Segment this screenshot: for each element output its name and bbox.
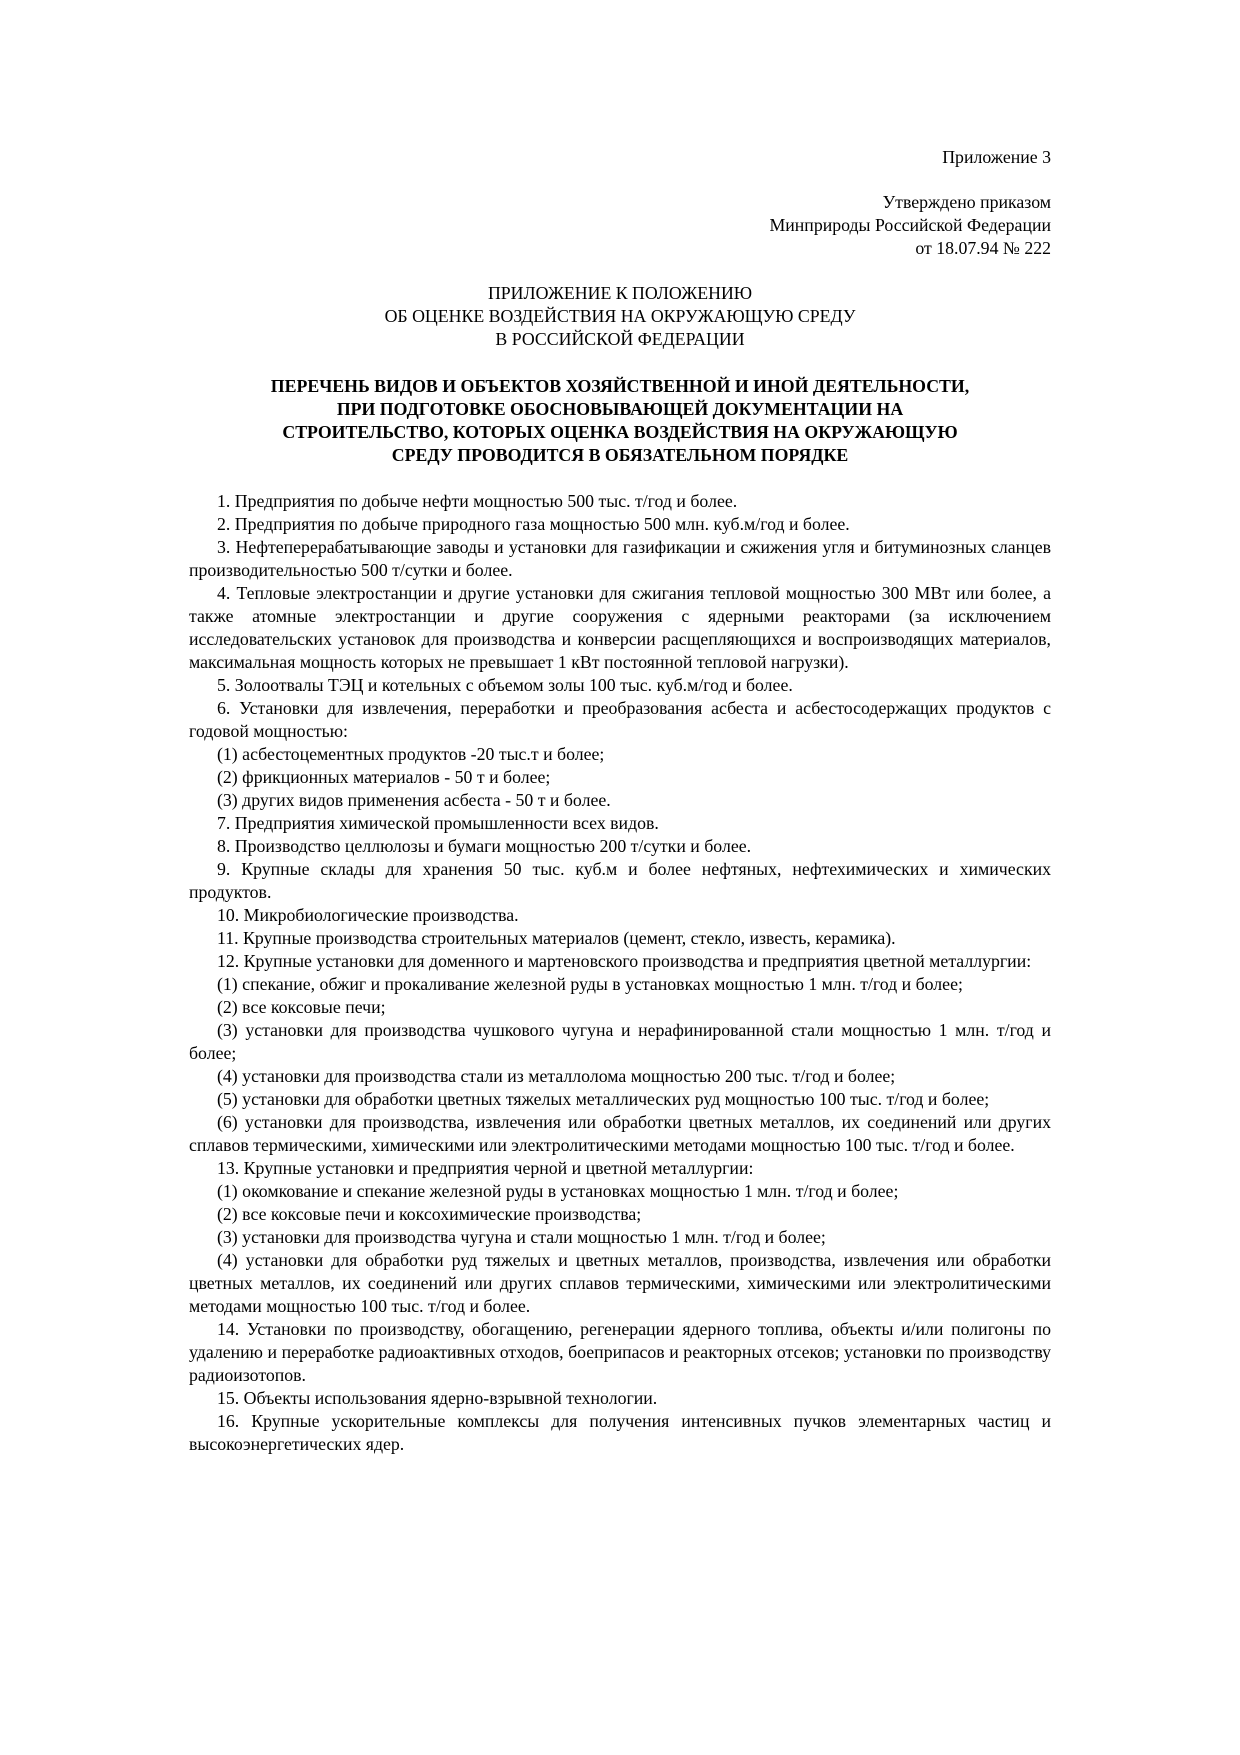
document-title: [189, 375, 1051, 467]
list-item: 13. Крупные установки и предприятия черной и цветной металлургии:: [217, 1158, 754, 1178]
list-item: 6. Установки для извлечения, переработки и преобразования асбеста и асбестосодержащих продуктов с годовой мощностью:: [189, 698, 1051, 741]
list-item: (2) все коксовые печи;: [217, 997, 386, 1017]
list-item: (4) установки для производства стали из металлолома мощностью 200 тыс. т/год и более;: [217, 1066, 896, 1086]
list-item: 8. Производство целлюлозы и бумаги мощностью 200 т/сутки и более.: [217, 836, 752, 856]
list-item: 11. Крупные производства строительных материалов (цемент, стекло, известь, керамика).: [217, 928, 896, 948]
title-line: СТРОИТЕЛЬСТВО, КОТОРЫХ ОЦЕНКА ВОЗДЕЙСТВИЯ НА ОКРУЖАЮЩУЮ: [282, 422, 958, 442]
approval-line: Утверждено приказом: [882, 192, 1051, 212]
list-item: (6) установки для производства, извлечения или обработки цветных металлов, их соединений или других сплавов термическими, химическими или электролитическими методами мощностью 100 тыс. т/год и более.: [189, 1112, 1051, 1155]
approval-line: от 18.07.94 № 222: [915, 238, 1051, 258]
list-item: 7. Предприятия химической промышленности всех видов.: [217, 813, 659, 833]
list-item: (3) установки для производства чугуна и стали мощностью 1 млн. т/год и более;: [217, 1227, 826, 1247]
approval-block: [189, 191, 1051, 260]
list-item: (4) установки для обработки руд тяжелых и цветных металлов, производства, извлечения или обработки цветных металлов, их соединений или других сплавов термическими, химическими или электролитическими методами мощностью 100 тыс. т/год и более.: [189, 1250, 1051, 1316]
list-item: (1) окомкование и спекание железной руды в установках мощностью 1 млн. т/год и более;: [217, 1181, 899, 1201]
list-item: (1) асбестоцементных продуктов -20 тыс.т и более;: [217, 744, 605, 764]
approval-line: Минприроды Российской Федерации: [769, 215, 1051, 235]
list-item: (2) все коксовые печи и коксохимические производства;: [217, 1204, 642, 1224]
subtitle-line: ПРИЛОЖЕНИЕ К ПОЛОЖЕНИЮ: [487, 283, 753, 303]
list-item: (1) спекание, обжиг и прокаливание железной руды в установках мощностью 1 млн. т/год и более;: [217, 974, 963, 994]
list-item: 9. Крупные склады для хранения 50 тыс. куб.м и более нефтяных, нефтехимических и химических продуктов.: [189, 859, 1051, 902]
list-item: (3) других видов применения асбеста - 50 т и более.: [217, 790, 611, 810]
list-item: 3. Нефтеперерабатывающие заводы и установки для газификации и сжижения угля и битуминозных сланцев производительностью 500 т/сутки и более.: [189, 537, 1051, 580]
title-line: СРЕДУ ПРОВОДИТСЯ В ОБЯЗАТЕЛЬНОМ ПОРЯДКЕ: [391, 445, 849, 465]
list-item: 5. Золоотвалы ТЭЦ и котельных с объемом золы 100 тыс. куб.м/год и более.: [217, 675, 793, 695]
list-item: 1. Предприятия по добыче нефти мощностью 500 тыс. т/год и более.: [217, 491, 738, 511]
title-line: ПРИ ПОДГОТОВКЕ ОБОСНОВЫВАЮЩЕЙ ДОКУМЕНТАЦИИ НА: [336, 399, 904, 419]
list-item: 15. Объекты использования ядерно-взрывной технологии.: [217, 1388, 658, 1408]
list-item: (2) фрикционных материалов - 50 т и более;: [217, 767, 551, 787]
list-item: 10. Микробиологические производства.: [217, 905, 519, 925]
title-line: ПЕРЕЧЕНЬ ВИДОВ И ОБЪЕКТОВ ХОЗЯЙСТВЕННОЙ И ИНОЙ ДЕЯТЕЛЬНОСТИ,: [270, 376, 970, 396]
annex-label: Приложение 3: [942, 147, 1051, 167]
activity-list: [189, 490, 1051, 1456]
list-item: (5) установки для обработки цветных тяжелых металлических руд мощностью 100 тыс. т/год и более;: [217, 1089, 990, 1109]
list-item: 2. Предприятия по добыче природного газа мощностью 500 млн. куб.м/год и более.: [217, 514, 850, 534]
list-item: 4. Тепловые электростанции и другие установки для сжигания тепловой мощностью 300 МВт или более, а также атомные электростанции и другие сооружения с ядерными реакторами (за исключением исследовательских установок для производства и конверсии расщепляющихся и воспроизводящих материалов, максимальная мощность которых не превышает 1 кВт постоянной тепловой нагрузки).: [189, 583, 1051, 672]
list-item: 14. Установки по производству, обогащению, регенерации ядерного топлива, объекты и/или полигоны по удалению и переработке радиоактивных отходов, боеприпасов и реакторных отсеков; установки по производству радиоизотопов.: [189, 1319, 1051, 1385]
list-item: 12. Крупные установки для доменного и мартеновского производства и предприятия цветной металлургии:: [217, 951, 1032, 971]
document-subtitle: [189, 282, 1051, 351]
subtitle-line: В РОССИЙСКОЙ ФЕДЕРАЦИИ: [495, 329, 745, 349]
subtitle-line: ОБ ОЦЕНКЕ ВОЗДЕЙСТВИЯ НА ОКРУЖАЮЩУЮ СРЕДУ: [384, 306, 856, 326]
list-item: 16. Крупные ускорительные комплексы для получения интенсивных пучков элементарных частиц и высокоэнергетических ядер.: [189, 1411, 1051, 1454]
list-item: (3) установки для производства чушкового чугуна и нерафинированной стали мощностью 1 млн. т/год и более;: [189, 1020, 1051, 1063]
